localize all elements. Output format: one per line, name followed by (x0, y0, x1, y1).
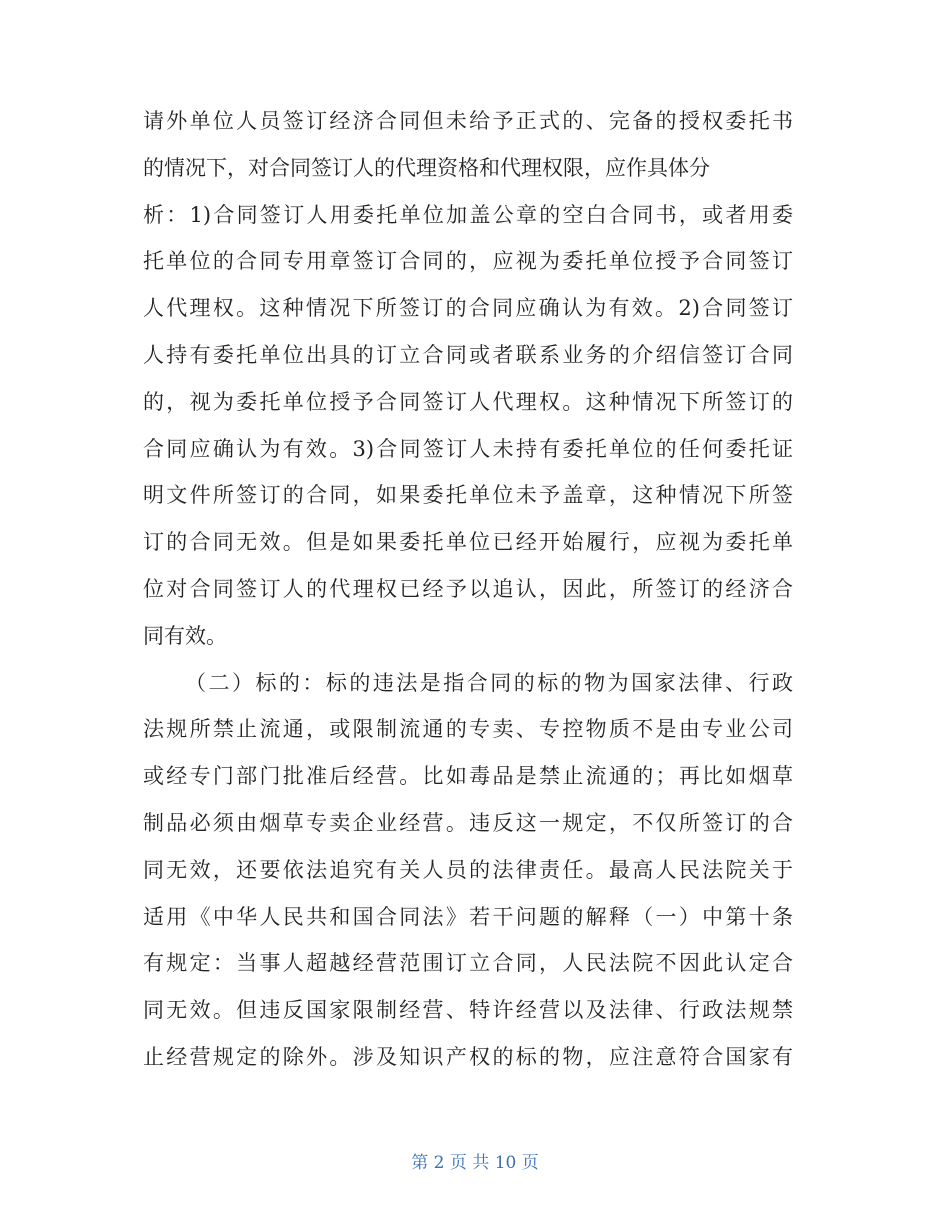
text-line: 的情况下，对合同签订人的代理资格和代理权限，应作具体分 (143, 155, 710, 180)
text-line: 法规所禁止流通，或限制流通的专卖、专控物质不是由专业公司 (143, 717, 793, 742)
text-line: 合同应确认为有效。3)合同签订人未持有委托单位的任何委托证 (143, 436, 793, 461)
text-line: 适用《中华人民共和国合同法》若干问题的解释（一）中第十条 (143, 904, 793, 929)
text-line: 同有效。 (143, 623, 227, 648)
text-line: 请外单位人员签订经济合同但未给予正式的、完备的授权委托书 (143, 109, 793, 133)
text-line: 制品必须由烟草专卖企业经营。违反这一规定，不仅所签订的合 (143, 810, 793, 835)
text-line: 的，视为委托单位授予合同签订人代理权。这种情况下所签订的 (143, 389, 793, 414)
text-line: 订的合同无效。但是如果委托单位已经开始履行，应视为委托单 (143, 530, 793, 555)
text-line: 人代理权。这种情况下所签订的合同应确认为有效。2)合同签订 (143, 296, 793, 321)
body-text (143, 98, 793, 1081)
text-line: 明文件所签订的合同，如果委托单位未予盖章，这种情况下所签 (143, 483, 793, 508)
text-line: 位对合同签订人的代理权已经予以追认，因此，所签订的经济合 (143, 576, 793, 601)
text-line: 有规定：当事人超越经营范围订立合同，人民法院不因此认定合 (143, 951, 793, 976)
text-line: 同无效，还要依法追究有关人员的法律责任。最高人民法院关于 (143, 857, 793, 882)
text-line: 托单位的合同专用章签订合同的，应视为委托单位授予合同签订 (143, 249, 793, 274)
text-line: 析：1)合同签订人用委托单位加盖公章的空白合同书，或者用委 (143, 202, 793, 227)
text-line: 止经营规定的除外。涉及知识产权的标的物，应注意符合国家有 (143, 1044, 793, 1069)
text-line: （二）标的：标的违法是指合同的标的物为国家法律、行政 (185, 670, 793, 695)
text-line: 同无效。但违反国家限制经营、特许经营以及法律、行政法规禁 (143, 998, 793, 1023)
text-line: 人持有委托单位出具的订立合同或者联系业务的介绍信签订合同 (143, 342, 793, 367)
text-line: 或经专门部门批准后经营。比如毒品是禁止流通的；再比如烟草 (143, 764, 793, 789)
page-number-footer: 第 2 页 共 10 页 (411, 1153, 539, 1173)
